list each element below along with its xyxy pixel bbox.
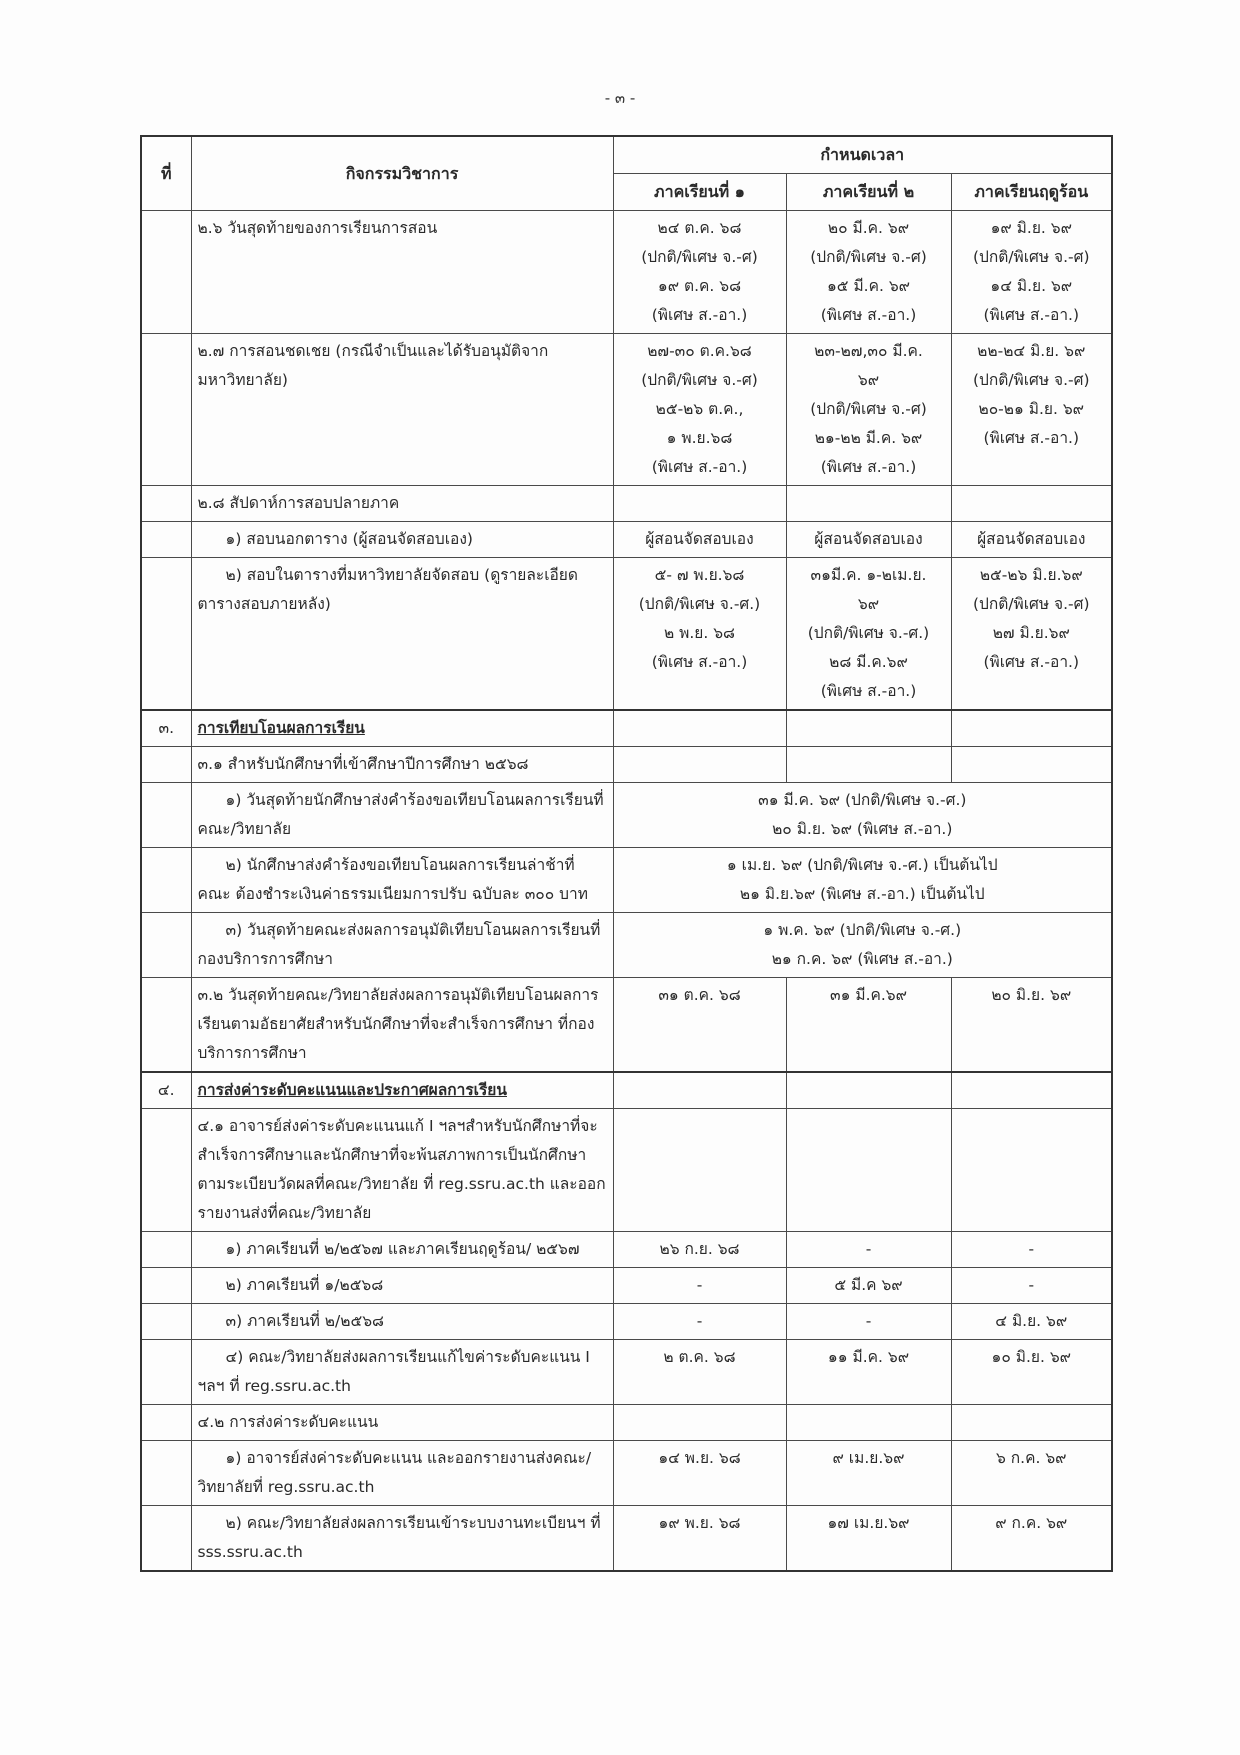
activity-text: ๓) วันสุดท้ายคณะส่งผลการอนุมัติเทียบโอนผลการเรียนที่กองบริการการศึกษา: [197, 921, 601, 968]
row-number: ๔.: [141, 1072, 191, 1109]
row-number: [141, 1109, 191, 1232]
table-row: [141, 1506, 1112, 1572]
col-header-sem1: ภาคเรียนที่ ๑: [613, 174, 786, 211]
sem1-date-cell: [613, 1109, 786, 1232]
sem2-date-cell: ผู้สอนจัดสอบเอง: [786, 522, 951, 558]
row-number: [141, 522, 191, 558]
activity-text: ๓.๒ วันสุดท้ายคณะ/วิทยาลัยส่งผลการอนุมัติเทียบโอนผลการเรียนตามอัธยาศัยสำหรับนักศึกษาที่จะสำเร็จการศึกษา ที่กองบริการการศึกษา: [197, 986, 599, 1062]
col-header-activity: กิจกรรมวิชาการ: [191, 136, 613, 211]
sem1-date-cell: ๓๑ ต.ค. ๖๘: [613, 978, 786, 1073]
activity-cell: [191, 558, 613, 711]
row-number: [141, 1340, 191, 1405]
sem2-date-cell: -: [786, 1304, 951, 1340]
sem1-date-cell: ๑๙ พ.ย. ๖๘: [613, 1506, 786, 1572]
activity-text: ๑) สอบนอกตาราง (ผู้สอนจัดสอบเอง): [225, 530, 473, 548]
sem2-date-cell: ๙ เม.ย.๖๙: [786, 1441, 951, 1506]
table-row: [141, 1268, 1112, 1304]
col-header-summer: ภาคเรียนฤดูร้อน: [951, 174, 1112, 211]
header-row-1: [141, 136, 1112, 174]
merged-date-cell: ๑ พ.ค. ๖๙ (ปกติ/พิเศษ จ.-ศ.) ๒๑ ก.ค. ๖๙ (พิเศษ ส.-อา.): [613, 913, 1112, 978]
table-row: [141, 1340, 1112, 1405]
table-row: [141, 1405, 1112, 1441]
row-number: [141, 486, 191, 522]
sem1-date-cell: ผู้สอนจัดสอบเอง: [613, 522, 786, 558]
summer-date-cell: [951, 747, 1112, 783]
table-body: [141, 211, 1112, 1572]
table-row: [141, 1109, 1112, 1232]
activity-cell: [191, 1268, 613, 1304]
activity-text: ๒) คณะ/วิทยาลัยส่งผลการเรียนเข้าระบบงานทะเบียนฯ ที่ sss.ssru.ac.th: [197, 1514, 601, 1561]
summer-date-cell: ๒๒-๒๔ มิ.ย. ๖๙ (ปกติ/พิเศษ จ.-ศ) ๒๐-๒๑ มิ.ย. ๖๙ (พิเศษ ส.-อา.): [951, 334, 1112, 486]
section-heading: การส่งค่าระดับคะแนนและประกาศผลการเรียน: [197, 1081, 507, 1099]
table-row: [141, 558, 1112, 711]
activity-cell: [191, 1340, 613, 1405]
summer-date-cell: ผู้สอนจัดสอบเอง: [951, 522, 1112, 558]
academic-calendar-table: [140, 135, 1113, 1572]
sem1-date-cell: ๒๖ ก.ย. ๖๘: [613, 1232, 786, 1268]
activity-text: ๑) ภาคเรียนที่ ๒/๒๕๖๗ และภาคเรียนฤดูร้อน/ ๒๕๖๗: [225, 1240, 580, 1258]
activity-cell: [191, 486, 613, 522]
sem2-date-cell: ๑๗ เม.ย.๖๙: [786, 1506, 951, 1572]
sem1-date-cell: ๕- ๗ พ.ย.๖๘ (ปกติ/พิเศษ จ.-ศ.) ๒ พ.ย. ๖๘ (พิเศษ ส.-อา.): [613, 558, 786, 711]
col-header-no: ที่: [141, 136, 191, 211]
table-row: [141, 1232, 1112, 1268]
activity-cell: [191, 1506, 613, 1572]
col-header-schedule: กำหนดเวลา: [613, 136, 1112, 174]
sem2-date-cell: [786, 486, 951, 522]
summer-date-cell: [951, 710, 1112, 747]
row-number: [141, 783, 191, 848]
summer-date-cell: -: [951, 1232, 1112, 1268]
row-number: [141, 1232, 191, 1268]
activity-cell: [191, 211, 613, 334]
activity-text: ๒) ภาคเรียนที่ ๑/๒๕๖๘: [225, 1276, 384, 1294]
activity-cell: [191, 1405, 613, 1441]
summer-date-cell: ๙ ก.ค. ๖๙: [951, 1506, 1112, 1572]
sem1-date-cell: [613, 1072, 786, 1109]
sem1-date-cell: [613, 710, 786, 747]
summer-date-cell: ๒๕-๒๖ มิ.ย.๖๙ (ปกติ/พิเศษ จ.-ศ) ๒๗ มิ.ย.๖๙ (พิเศษ ส.-อา.): [951, 558, 1112, 711]
sem1-date-cell: [613, 747, 786, 783]
table-row: [141, 1072, 1112, 1109]
sem2-date-cell: [786, 1109, 951, 1232]
col-header-sem2: ภาคเรียนที่ ๒: [786, 174, 951, 211]
activity-text: ๑) อาจารย์ส่งค่าระดับคะแนน และออกรายงานส่งคณะ/วิทยาลัยที่ reg.ssru.ac.th: [197, 1449, 592, 1496]
row-number: [141, 1268, 191, 1304]
sem1-date-cell: ๒๗-๓๐ ต.ค.๖๘ (ปกติ/พิเศษ จ.-ศ) ๒๕-๒๖ ต.ค., ๑ พ.ย.๖๘ (พิเศษ ส.-อา.): [613, 334, 786, 486]
table-row: [141, 1441, 1112, 1506]
activity-cell: [191, 522, 613, 558]
row-number: [141, 848, 191, 913]
sem2-date-cell: ๒๐ มี.ค. ๖๙ (ปกติ/พิเศษ จ.-ศ) ๑๕ มี.ค. ๖๙ (พิเศษ ส.-อา.): [786, 211, 951, 334]
row-number: [141, 913, 191, 978]
activity-text: ๓.๑ สำหรับนักศึกษาที่เข้าศึกษาปีการศึกษา ๒๕๖๘: [197, 755, 529, 773]
table-row: [141, 211, 1112, 334]
sem2-date-cell: ๓๑ มี.ค.๖๙: [786, 978, 951, 1073]
section-heading: การเทียบโอนผลการเรียน: [197, 719, 365, 737]
activity-cell: [191, 783, 613, 848]
summer-date-cell: ๑๐ มิ.ย. ๖๙: [951, 1340, 1112, 1405]
sem1-date-cell: ๑๔ พ.ย. ๖๘: [613, 1441, 786, 1506]
sem1-date-cell: -: [613, 1304, 786, 1340]
sem2-date-cell: ๕ มี.ค ๖๙: [786, 1268, 951, 1304]
row-number: [141, 1506, 191, 1572]
row-number: [141, 211, 191, 334]
activity-text: ๔) คณะ/วิทยาลัยส่งผลการเรียนแก้ไขค่าระดับคะแนน I ฯลฯ ที่ reg.ssru.ac.th: [197, 1348, 590, 1395]
summer-date-cell: ๒๐ มิ.ย. ๖๙: [951, 978, 1112, 1073]
row-number: [141, 1441, 191, 1506]
activity-text: ๒.๘ สัปดาห์การสอบปลายภาค: [197, 494, 400, 512]
sem1-date-cell: [613, 486, 786, 522]
table-row: [141, 783, 1112, 848]
sem2-date-cell: [786, 710, 951, 747]
summer-date-cell: ๔ มิ.ย. ๖๙: [951, 1304, 1112, 1340]
sem2-date-cell: [786, 747, 951, 783]
sem1-date-cell: -: [613, 1268, 786, 1304]
activity-cell: [191, 1072, 613, 1109]
sem2-date-cell: [786, 1405, 951, 1441]
activity-cell: [191, 1232, 613, 1268]
activity-cell: [191, 747, 613, 783]
table-row: [141, 913, 1112, 978]
activity-text: ๒) สอบในตารางที่มหาวิทยาลัยจัดสอบ (ดูรายละเอียดตารางสอบภายหลัง): [197, 566, 578, 613]
activity-cell: [191, 848, 613, 913]
activity-cell: [191, 334, 613, 486]
sem2-date-cell: -: [786, 1232, 951, 1268]
summer-date-cell: [951, 486, 1112, 522]
activity-cell: [191, 1109, 613, 1232]
activity-text: ๓) ภาคเรียนที่ ๒/๒๕๖๘: [225, 1312, 384, 1330]
sem2-date-cell: ๓๑มี.ค. ๑-๒เม.ย. ๖๙ (ปกติ/พิเศษ จ.-ศ.) ๒๘ มี.ค.๖๙ (พิเศษ ส.-อา.): [786, 558, 951, 711]
row-number: [141, 558, 191, 711]
merged-date-cell: ๓๑ มี.ค. ๖๙ (ปกติ/พิเศษ จ.-ศ.) ๒๐ มิ.ย. ๖๙ (พิเศษ ส.-อา.): [613, 783, 1112, 848]
activity-text: ๔.๒ การส่งค่าระดับคะแนน: [197, 1413, 379, 1431]
sem2-date-cell: [786, 1072, 951, 1109]
sem2-date-cell: ๑๑ มี.ค. ๖๙: [786, 1340, 951, 1405]
summer-date-cell: -: [951, 1268, 1112, 1304]
activity-cell: [191, 1304, 613, 1340]
activity-cell: [191, 1441, 613, 1506]
row-number: [141, 747, 191, 783]
sem1-date-cell: ๒ ต.ค. ๖๘: [613, 1340, 786, 1405]
table-row: [141, 522, 1112, 558]
activity-cell: [191, 978, 613, 1073]
summer-date-cell: [951, 1072, 1112, 1109]
summer-date-cell: ๑๙ มิ.ย. ๖๙ (ปกติ/พิเศษ จ.-ศ) ๑๔ มิ.ย. ๖๙ (พิเศษ ส.-อา.): [951, 211, 1112, 334]
activity-text: ๔.๑ อาจารย์ส่งค่าระดับคะแนนแก้ I ฯลฯสำหรับนักศึกษาที่จะสำเร็จการศึกษาและนักศึกษาที่จะพ้นสภาพการเป็นนักศึกษาตามระเบียบวัดผลที่คณะ/วิทยาลัย ที่ reg.ssru.ac.th และออกรายงานส่งที่คณะ/วิทยาลัย: [197, 1117, 606, 1222]
row-number: [141, 1304, 191, 1340]
page-number: - ๓ -: [604, 89, 636, 107]
summer-date-cell: [951, 1109, 1112, 1232]
activity-text: ๒.๗ การสอนชดเชย (กรณีจำเป็นและได้รับอนุมัติจาก มหาวิทยาลัย): [197, 342, 549, 389]
row-number: [141, 334, 191, 486]
activity-text: ๒) นักศึกษาส่งคำร้องขอเทียบโอนผลการเรียนล่าช้าที่คณะ ต้องชำระเงินค่าธรรมเนียมการปรับ ฉบับละ ๓๐๐ บาท: [197, 856, 588, 903]
table-row: [141, 747, 1112, 783]
summer-date-cell: ๖ ก.ค. ๖๙: [951, 1441, 1112, 1506]
table-row: [141, 334, 1112, 486]
table-row: [141, 710, 1112, 747]
table-row: [141, 978, 1112, 1073]
row-number: [141, 1405, 191, 1441]
table-row: [141, 486, 1112, 522]
activity-text: ๒.๖ วันสุดท้ายของการเรียนการสอน: [197, 219, 438, 237]
table-row: [141, 1304, 1112, 1340]
activity-text: ๑) วันสุดท้ายนักศึกษาส่งคำร้องขอเทียบโอนผลการเรียนที่คณะ/วิทยาลัย: [197, 791, 604, 838]
sem2-date-cell: ๒๓-๒๗,๓๐ มี.ค. ๖๙ (ปกติ/พิเศษ จ.-ศ) ๒๑-๒๒ มี.ค. ๖๙ (พิเศษ ส.-อา.): [786, 334, 951, 486]
row-number: [141, 978, 191, 1073]
table-row: [141, 848, 1112, 913]
sem1-date-cell: [613, 1405, 786, 1441]
activity-cell: [191, 710, 613, 747]
sem1-date-cell: ๒๔ ต.ค. ๖๘ (ปกติ/พิเศษ จ.-ศ) ๑๙ ต.ค. ๖๘ (พิเศษ ส.-อา.): [613, 211, 786, 334]
row-number: ๓.: [141, 710, 191, 747]
summer-date-cell: [951, 1405, 1112, 1441]
activity-cell: [191, 913, 613, 978]
merged-date-cell: ๑ เม.ย. ๖๙ (ปกติ/พิเศษ จ.-ศ.) เป็นต้นไป ๒๑ มิ.ย.๖๙ (พิเศษ ส.-อา.) เป็นต้นไป: [613, 848, 1112, 913]
